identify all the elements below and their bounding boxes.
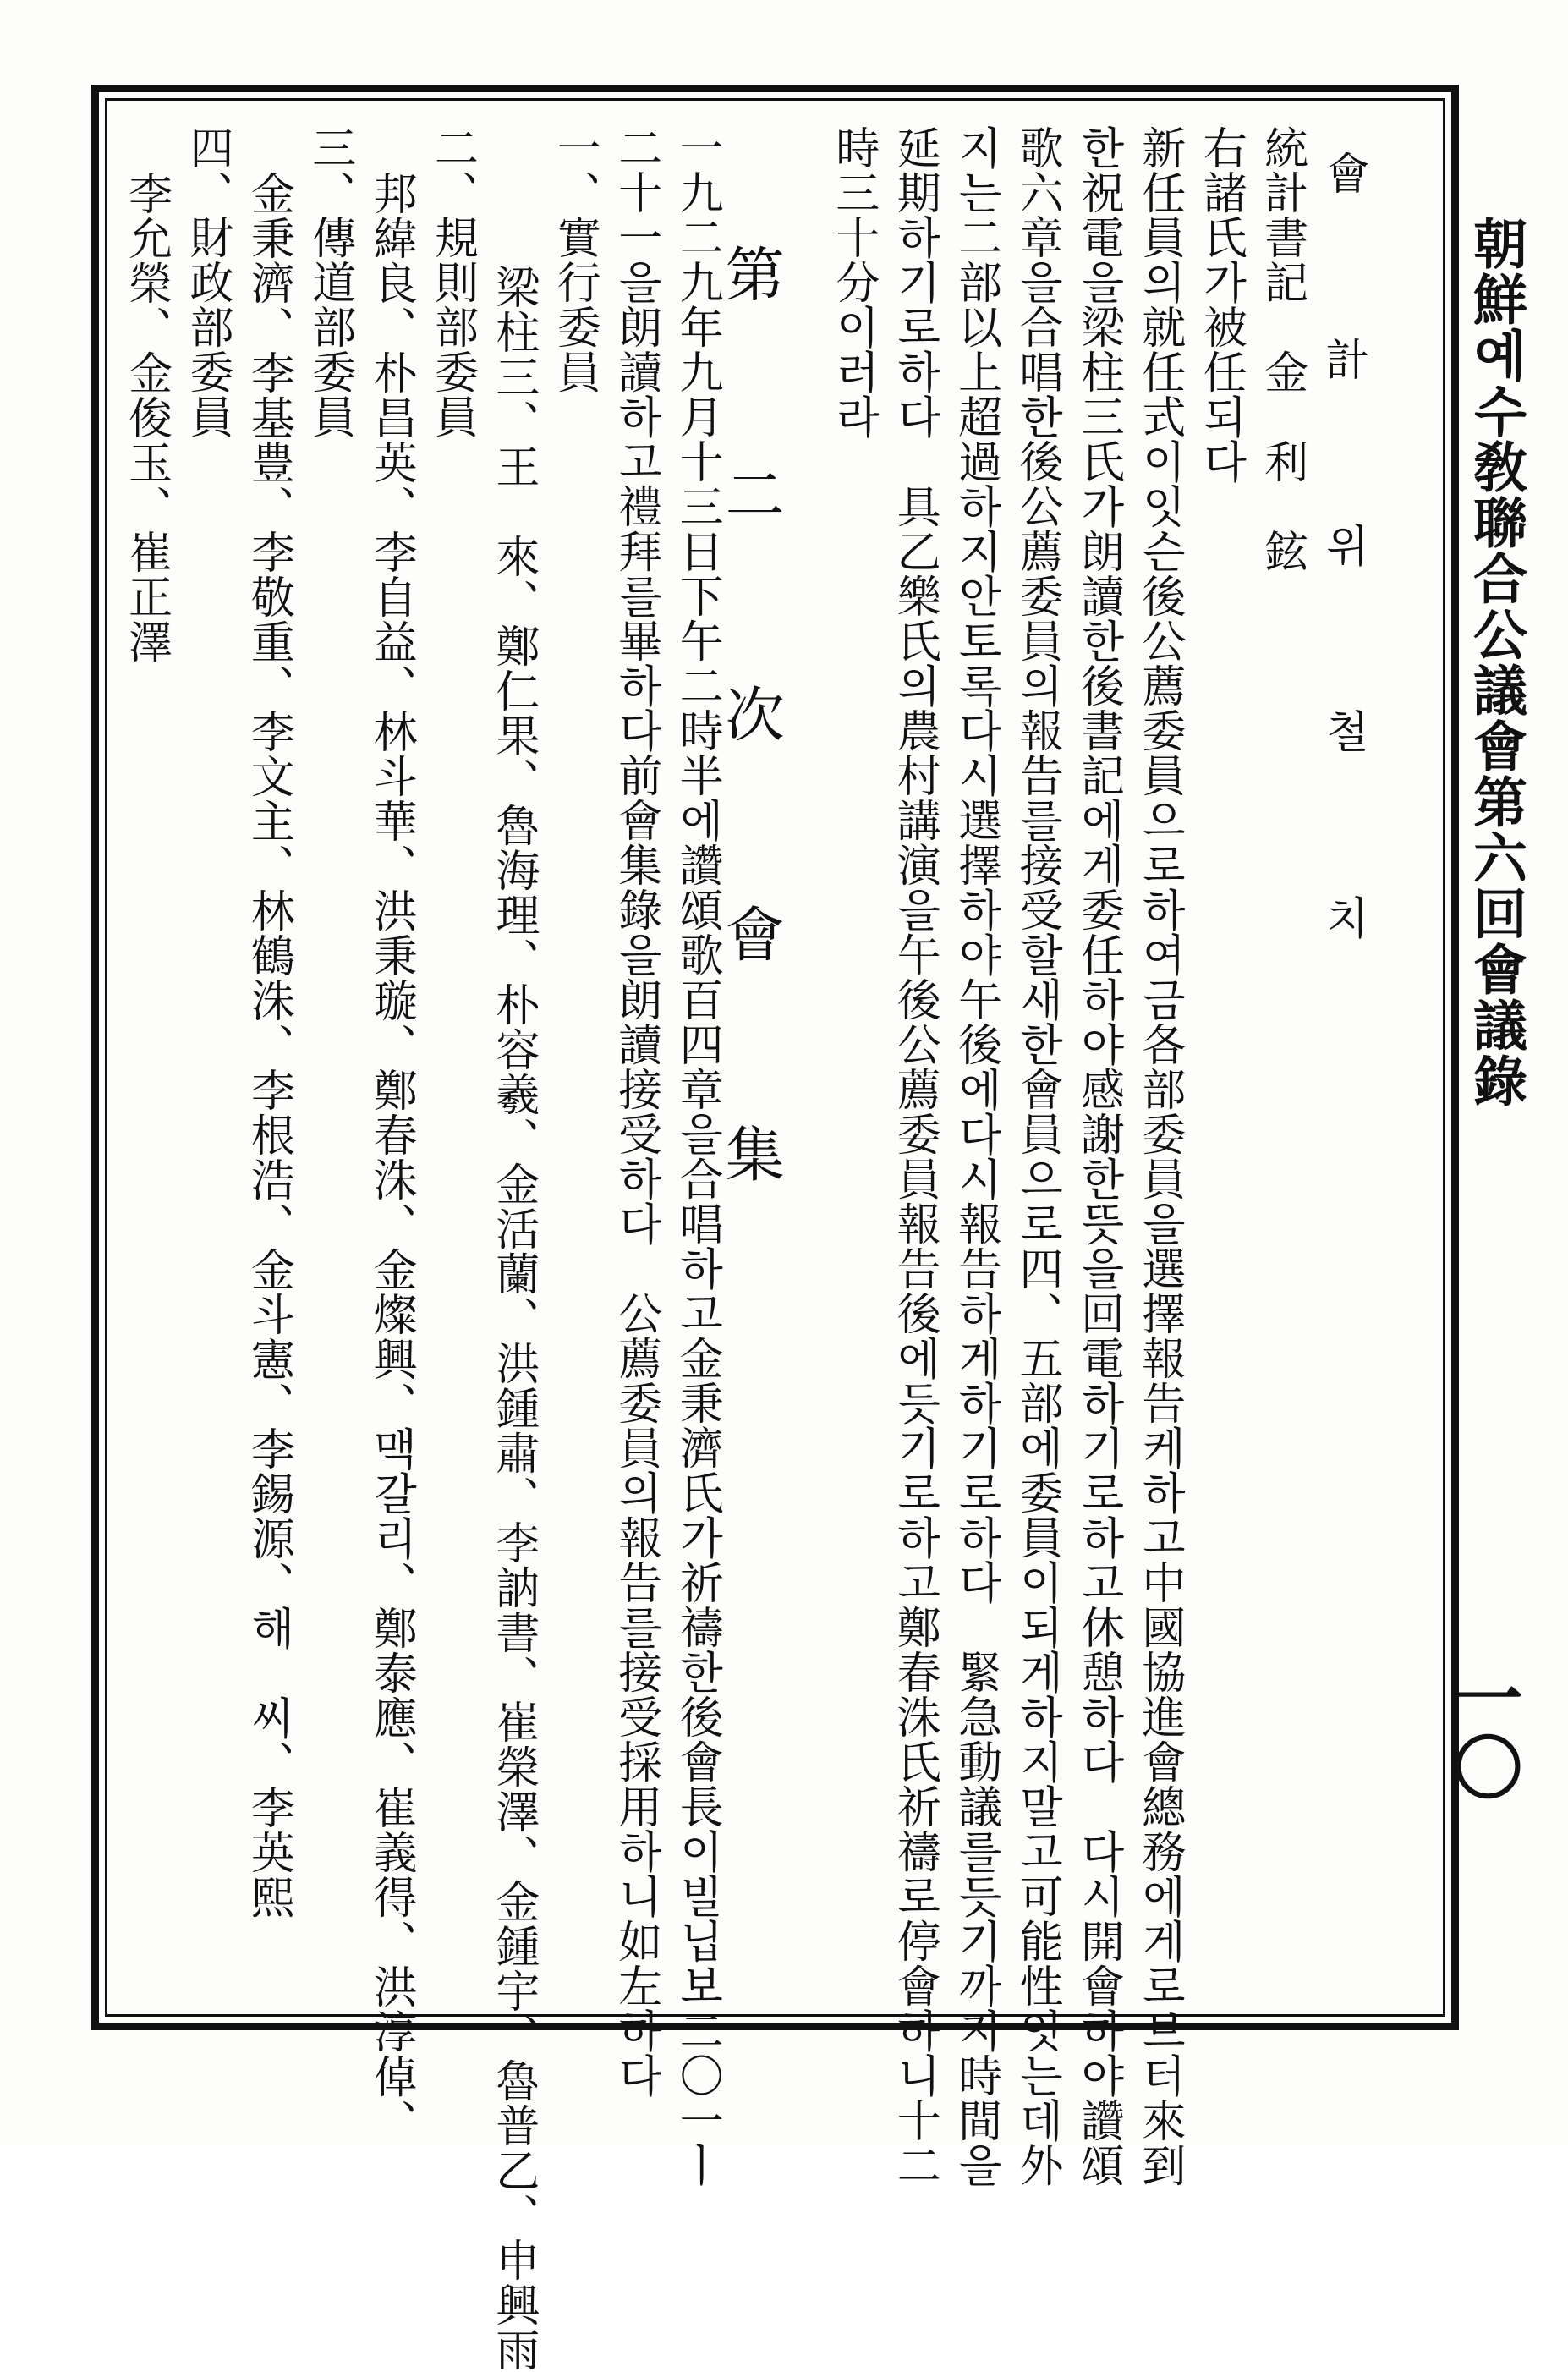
section-heading: 第 二 次 會 集 xyxy=(715,244,786,1233)
text-column: 지는二部以上超過하지안토록다시選擇하야午後에다시報告하게하기로하다 緊急動議를듯기까지時間을 xyxy=(950,125,1001,2188)
text-column: 新任員의就任式이잇슨後公薦委員으로하여금各部委員을選擇報告케하고中國協進會總務에게로브터來到 xyxy=(1133,125,1185,2188)
list-heading-executive-committee: 一、實行委員 xyxy=(549,125,600,394)
spacer-column xyxy=(797,125,814,2003)
member-list: 邦緯良、朴昌英、李自益、林斗華、洪秉璇、鄭春洙、金燦興、맥갈리、鄭泰應、崔義得、洪淳倬、 xyxy=(365,171,417,2144)
text-column-appointed: 右諸氏가被任되다 xyxy=(1195,125,1247,484)
page-number: 一〇 xyxy=(1442,1662,1523,1801)
running-header: 朝鮮예수敎聯合公議會第六回會議錄 xyxy=(1464,216,1527,1109)
list-heading-rules-committee: 二、規則部委員 xyxy=(426,125,478,439)
text-column: 한祝電을梁柱三氏가朗讀한後書記에게委任하야感謝한뜻을回電하기로하고休憩하다 다시開會하야讚頌 xyxy=(1072,125,1124,2188)
member-list: 梁柱三、王 來、鄭仁果、魯海理、朴容羲、金活蘭、洪鍾肅、李訥書、崔榮澤、金鍾宇、魯普乙、申興雨 xyxy=(487,265,539,2372)
text-column-statistics-clerk: 統計書記 金 利 鉉 xyxy=(1256,125,1308,574)
text-column: 時三十分이러라 xyxy=(827,125,879,439)
text-column: 歌六章을合唱한後公薦委員의報告를接受할새한會員으로四、五部에委員이되게하지말고可能性잇는데外 xyxy=(1012,125,1063,2188)
text-column-treasurer: 會 計 위 철 치 xyxy=(1318,151,1368,988)
list-heading-finance-committee: 四、財政部委員 xyxy=(181,125,233,439)
text-column: 二十一을朗讀하고禮拜를畢하다前會集錄을朗讀接受하다 公薦委員의報告를接受採用하니如左하다 xyxy=(610,125,661,2098)
body-text xyxy=(107,125,1368,2372)
text-column: 延期하기로하다 具乙樂氏의農村講演을午後公薦委員報告後에듯기로하고鄭春洙氏祈禱로停會하니十二 xyxy=(889,125,940,2188)
list-heading-evangelism-committee: 三、傳道部委員 xyxy=(304,125,355,439)
member-list: 金秉濟、李基豊、李敬重、李文主、林鶴洙、李根浩、金斗憲、李錫源、해 씨、李英熙 xyxy=(243,171,294,1919)
text-column: 一九二九年九月十三日下午二時半에讚頌歌百四章을合唱하고金秉濟氏가祈禱한後會長이빌닙보二〇一ㅣ xyxy=(672,125,723,2188)
member-list: 李允榮、金俊玉、崔正澤 xyxy=(120,171,172,664)
